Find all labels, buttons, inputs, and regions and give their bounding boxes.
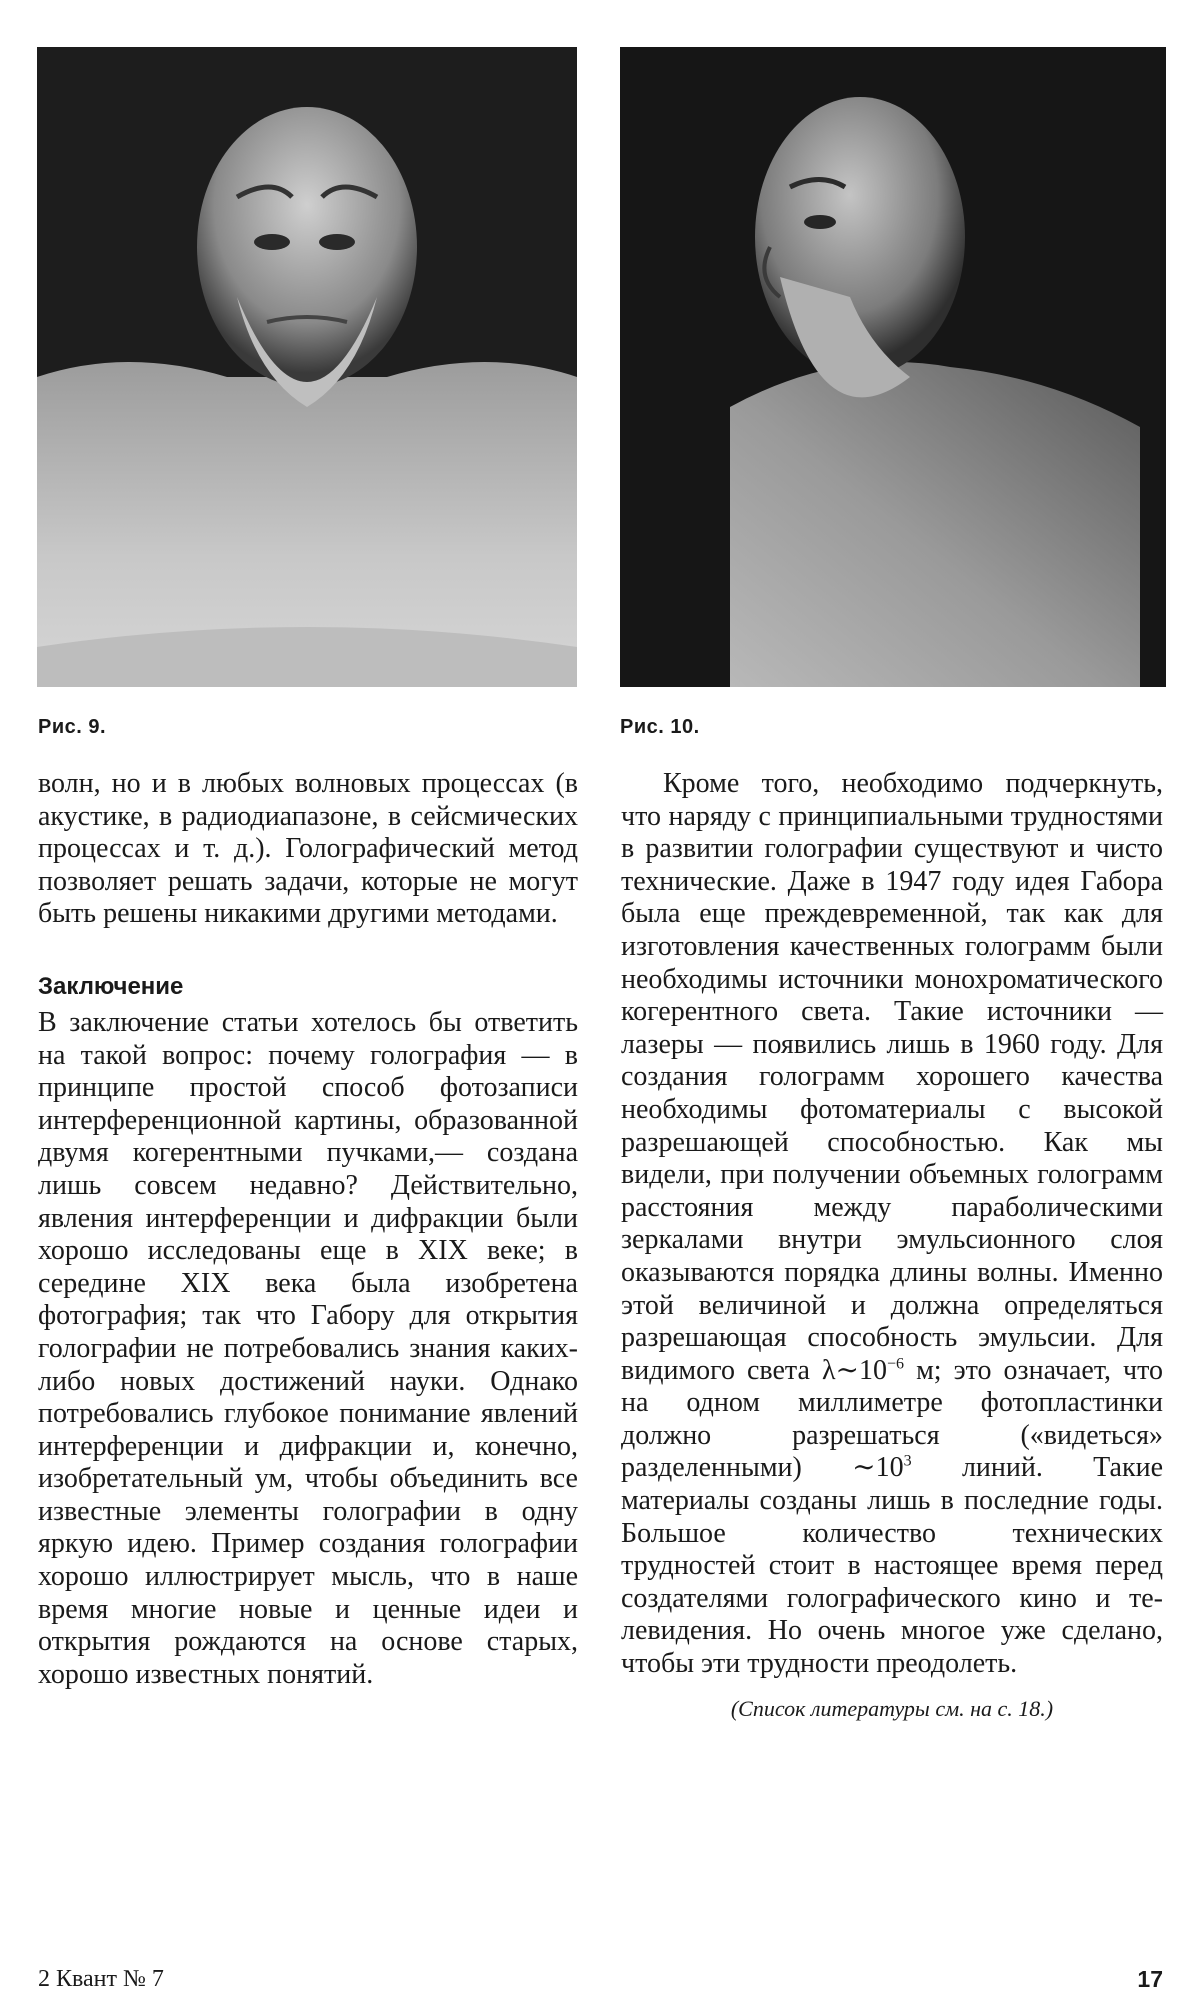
reference-note: (Список литературы см. на с. 18.)	[730, 1695, 1054, 1721]
technical-difficulties-paragraph	[621, 768, 1163, 1681]
left-text-column	[38, 768, 578, 1691]
right-text-column	[621, 768, 1163, 1723]
figure-10-photo	[620, 47, 1166, 687]
paragraph-text-part-3: линий. Такие материалы созданы лишь в последние годы. Большое количество технических трудностей стоит в настоящее время перед создателями голографического кино и телевидения. Но очень многое уже сделано, чтобы эти трудности преодолеть.	[621, 1452, 1164, 1680]
page-number: 17	[1137, 1966, 1163, 1992]
figure-9-caption: Рис. 9.	[38, 716, 107, 738]
figure-10-caption: Рис. 10.	[620, 716, 700, 738]
paragraph-text-part-2: м; это означает, что на одном миллиметре фотопластинки должно разрешаться («видеться» разделенными) ∼10	[621, 1354, 1163, 1484]
intro-paragraph: волн, но и в любых волновых процессах (в акустике, в радиодиапазоне, в сейсмических процессах и т. д.). Голографический метод позволяет решать задачи, которые не могут быть решены никакими другими методами.	[38, 768, 578, 930]
exponent-wavelength: −6	[887, 1355, 905, 1373]
footer-issue-label: 2 Квант № 7	[38, 1966, 164, 1992]
conclusion-paragraph: В заключение статьи хотелось бы ответить на такой вопрос: почему голография — в принципе простой способ фотозаписи интерференционной картины, образованной двумя когерентными пучками,— создана лишь совсем недавно? Действительно, явления интерференции и дифракции были хорошо исследованы еще в XIX веке; в середине XIX века была изобретена фотография; так что Габору для открытия голографии не потребовались знания каких-либо новых достижений науки. Однако потребовались глубокое понимание явлений интерференции и дифракции и, конечно, изобретательный ум, чтобы объединить все известные элементы голографии в одну яркую идею. Пример создания голографии хорошо иллюстрирует мысль, что в наше время многие новые и ценные идеи и открытия рождаются на основе старых, хорошо известных понятий.	[38, 1006, 578, 1690]
section-heading-conclusion: Заключение	[38, 972, 184, 1000]
figure-9-photo	[37, 47, 577, 687]
exponent-lines: 3	[903, 1453, 912, 1471]
paragraph-text-part-1: Кроме того, необходимо подчеркнуть, что наряду с принципиальными трудностями в развитии голографии существуют и чисто технические. Даже в 1947 году идея Габора была еще преждевременной, так как для изготовления качественных голограмм были необходимы источники монохроматического когерентного света. Такие источники — лазеры — появились лишь в 1960 году. Для создания голограмм хорошего качества необходимы фотоматериалы с высокой разрешающей способностью. Как мы видели, при получении объемных голограмм расстояния между параболическими зеркалами внутри эмульсионного слоя оказываются порядка длины волны. Именно этой величиной и должна определяться разрешающая способность эмульсии. Для видимого света λ∼10	[621, 768, 1163, 1386]
